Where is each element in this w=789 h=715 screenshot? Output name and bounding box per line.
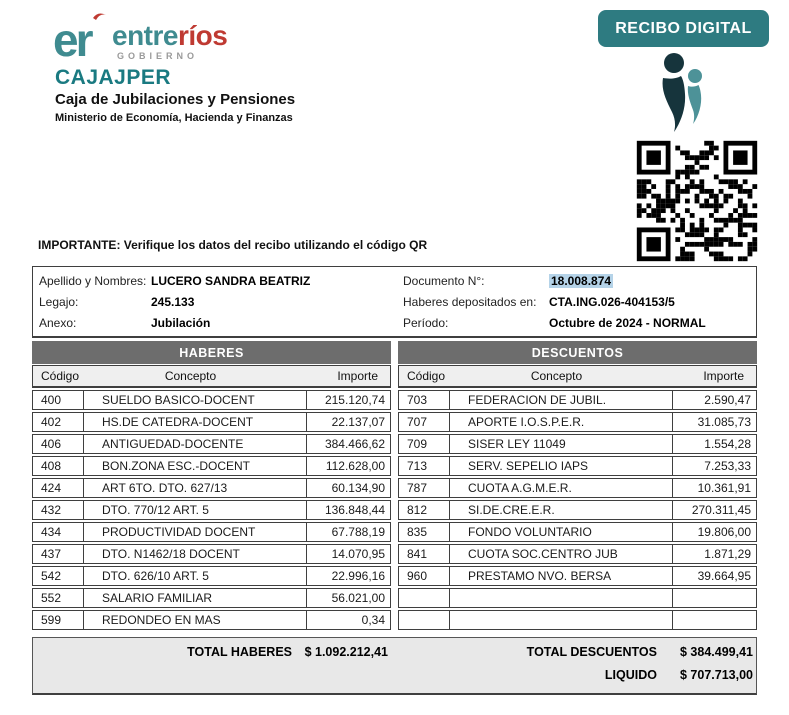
table-row [32,522,391,542]
table-row [398,544,757,564]
field-value-highlighted: 18.008.874 [551,273,612,288]
table-cell-codigo: 432 [33,501,84,519]
table-cell-importe: 22.137,07 [331,415,385,429]
table-cell-importe: 67.788,19 [331,525,385,539]
table-cell-codigo: 406 [33,435,84,453]
table-cell-concepto: BON.ZONA ESC.-DOCENT [84,457,307,475]
table-cell-importe: 384.466,62 [324,437,385,451]
table-cell-concepto: PRESTAMO NVO. BERSA [450,567,673,585]
liquido-label: LIQUIDO [604,668,657,682]
table-cell-concepto: SUELDO BASICO-DOCENT [84,391,307,409]
table-cell-concepto: SERV. SEPELIO IAPS [450,457,673,475]
table-cell-codigo: 841 [399,545,450,563]
field-value: Octubre de 2024 - NORMAL [549,315,706,330]
important-notice: IMPORTANTE: Verifique los datos del recibo utilizando el código QR [38,238,428,252]
table-cell-concepto: DTO. 626/10 ART. 5 [84,567,307,585]
table-cell-concepto: PRODUCTIVIDAD DOCENT [84,523,307,541]
wordmark-rios: ríos [177,20,228,51]
table-row [398,478,757,498]
table-cell-codigo: 835 [399,523,450,541]
table-row [398,456,757,476]
field-label: Período: [403,315,449,330]
wordmark-entre: entre [112,20,178,51]
table-cell-importe: 39.664,95 [697,569,751,583]
employee-info-box [32,266,757,338]
cajajper-people-icon [648,52,712,132]
table-cell-concepto: CUOTA A.G.M.E.R. [450,479,673,497]
table-cell-codigo [399,589,450,607]
table-cell-concepto: SI.DE.CRE.E.R. [450,501,673,519]
field-label: Apellido y Nombres: [39,273,147,288]
org-name: Caja de Jubilaciones y Pensiones [55,91,296,108]
column-header-importe: Importe [703,369,744,383]
entrerios-logo-icon [53,12,115,64]
org-acronym: CAJAJPER [55,66,172,89]
svg-text:er: er [53,14,91,64]
table-cell-concepto: ART 6TO. DTO. 627/13 [84,479,307,497]
field-anexo [39,312,401,333]
table-row [32,434,391,454]
table-cell-codigo: 703 [399,391,450,409]
field-value: LUCERO SANDRA BEATRIZ [151,273,311,288]
field-label: Anexo: [39,315,77,330]
table-row [32,500,391,520]
recibo-digital-button[interactable]: RECIBO DIGITAL [598,10,769,47]
field-value: Jubilación [151,315,211,330]
table-row [398,412,757,432]
liquido-value: $ 707.713,00 [680,668,753,682]
table-cell-codigo: 400 [33,391,84,409]
totals-row-1 [33,645,756,659]
table-cell-codigo: 437 [33,545,84,563]
table-row [32,478,391,498]
table-cell-importe: 10.361,91 [697,481,751,495]
table-cell-concepto: DTO. N1462/18 DOCENT [84,545,307,563]
entrerios-wordmark [112,20,227,52]
table-cell-importe: 270.311,45 [691,503,751,517]
table-cell-concepto: SISER LEY 11049 [450,435,673,453]
table-row [398,610,757,630]
table-cell-codigo [399,611,450,629]
table-cell-concepto: APORTE I.O.S.P.E.R. [450,413,673,431]
table-row [32,588,391,608]
gobierno-label: GOBIERNO [117,51,199,61]
table-row [398,566,757,586]
descuentos-column-header [398,365,757,388]
table-cell-codigo: 713 [399,457,450,475]
table-row [32,610,391,630]
field-documento [403,270,756,291]
field-haberes-depositados [403,291,756,312]
total-descuentos-label: TOTAL DESCUENTOS [526,645,657,659]
table-cell-concepto: ANTIGUEDAD-DOCENTE [84,435,307,453]
descuentos-table-title: DESCUENTOS [398,341,757,364]
info-right-column [401,267,756,336]
table-cell-codigo: 434 [33,523,84,541]
qr-code [632,136,762,266]
field-value: 245.133 [151,294,195,309]
table-cell-importe: 7.253,33 [704,459,751,473]
table-cell-importe: 60.134,90 [331,481,385,495]
table-cell-codigo: 787 [399,479,450,497]
table-cell-importe: 19.806,00 [697,525,751,539]
total-haberes-label: TOTAL HABERES [187,645,292,659]
table-row [398,522,757,542]
column-header-concepto: Concepto [530,369,583,383]
table-row [32,412,391,432]
field-value: CTA.ING.026-404153/5 [549,294,675,309]
column-header-codigo: Código [41,369,80,383]
descuentos-table [398,341,757,630]
org-ministry: Ministerio de Economía, Hacienda y Finanzas [55,112,293,124]
table-cell-concepto: FONDO VOLUNTARIO [450,523,673,541]
table-cell-concepto [450,589,673,607]
table-cell-concepto: CUOTA SOC.CENTRO JUB [450,545,673,563]
haberes-table [32,341,391,630]
table-row [32,544,391,564]
column-header-importe: Importe [337,369,378,383]
haberes-table-title: HABERES [32,341,391,364]
table-cell-importe: 2.590,47 [704,393,751,407]
table-cell-importe: 1.871,29 [704,547,751,561]
table-cell-importe: 14.070,95 [331,547,385,561]
haberes-column-header [32,365,391,388]
descuentos-rows [398,390,757,630]
table-cell-codigo: 408 [33,457,84,475]
column-header-codigo: Código [407,369,446,383]
table-row [32,566,391,586]
table-cell-importe: 22.996,16 [331,569,385,583]
field-periodo [403,312,756,333]
table-cell-concepto: SALARIO FAMILIAR [84,589,307,607]
field-apellido-nombres [39,270,401,291]
total-haberes [33,645,391,659]
total-haberes-value: $ 1.092.212,41 [304,645,388,659]
table-cell-codigo: 812 [399,501,450,519]
table-cell-codigo: 402 [33,413,84,431]
table-cell-codigo: 552 [33,589,84,607]
table-cell-concepto [450,611,673,629]
total-descuentos [398,645,756,659]
table-row [398,588,757,608]
field-label: Haberes depositados en: [403,294,537,309]
table-cell-importe: 0,34 [361,613,385,627]
table-cell-importe: 56.021,00 [331,591,385,605]
table-cell-importe: 215.120,74 [324,393,385,407]
table-cell-importe: 112.628,00 [325,459,385,473]
table-cell-codigo: 424 [33,479,84,497]
table-cell-codigo: 709 [399,435,450,453]
table-row [398,434,757,454]
table-cell-importe: 136.848,44 [324,503,385,517]
table-row [398,390,757,410]
column-header-concepto: Concepto [164,369,217,383]
table-cell-importe: 31.085,73 [697,415,751,429]
table-cell-concepto: FEDERACION DE JUBIL. [450,391,673,409]
table-cell-codigo: 960 [399,567,450,585]
total-descuentos-value: $ 384.499,41 [680,645,753,659]
info-left-column [33,267,401,336]
table-cell-codigo: 707 [399,413,450,431]
totals-row-2 [33,668,756,682]
field-label: Legajo: [39,294,79,309]
totals-section [32,637,757,695]
table-cell-concepto: HS.DE CATEDRA-DOCENT [84,413,307,431]
table-row [32,456,391,476]
table-cell-concepto: REDONDEO EN MAS [84,611,307,629]
liquido [398,668,756,682]
table-cell-concepto: DTO. 770/12 ART. 5 [84,501,307,519]
table-cell-codigo: 542 [33,567,84,585]
field-label: Documento N°: [403,273,485,288]
field-legajo [39,291,401,312]
table-row [398,500,757,520]
table-row [32,390,391,410]
table-cell-importe: 1.554,28 [704,437,751,451]
table-cell-codigo: 599 [33,611,84,629]
haberes-rows [32,390,391,630]
